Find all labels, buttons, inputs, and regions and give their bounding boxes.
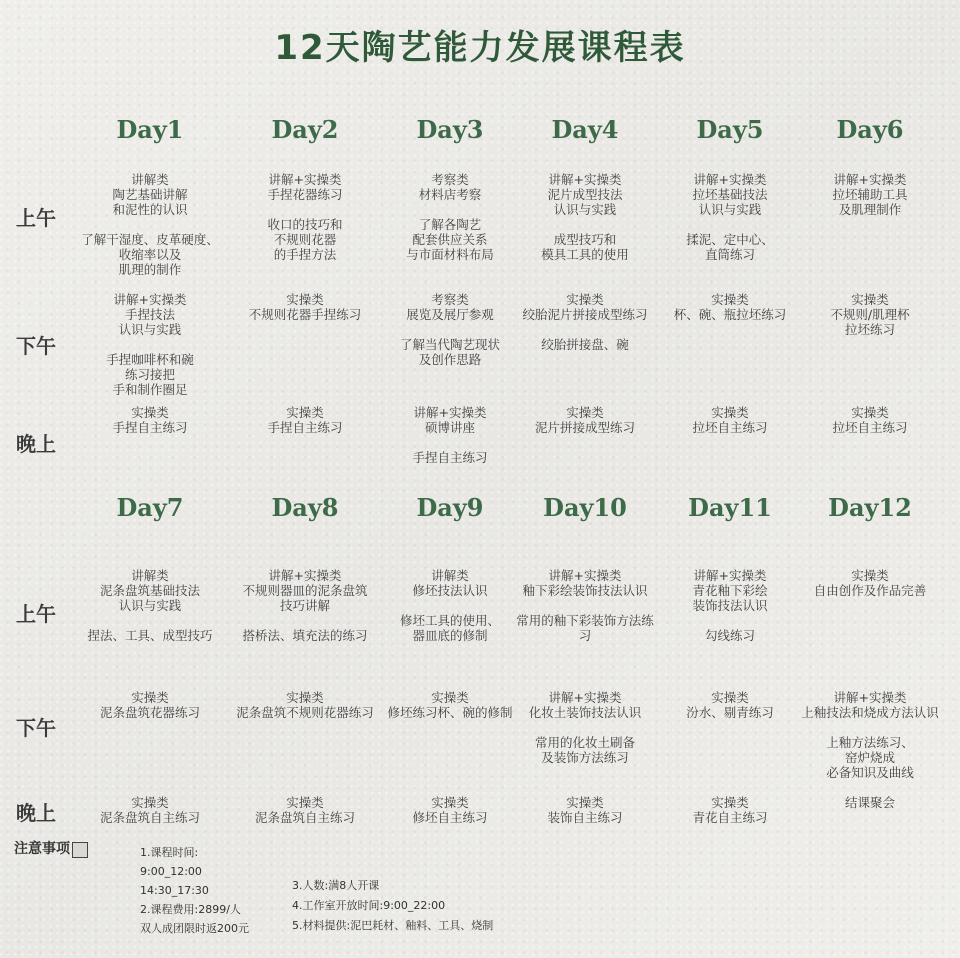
note-line: 4.工作室开放时间:9:00_22:00 bbox=[292, 899, 446, 912]
row-label-eve: 晚上 bbox=[16, 801, 56, 825]
day-header: Day7 bbox=[116, 493, 184, 522]
notes-left bbox=[140, 845, 249, 936]
schedule-cell: 实操类 修坯自主练习 bbox=[412, 795, 488, 825]
schedule-cell: 实操类 自由创作及作品完善 bbox=[813, 568, 927, 598]
schedule-cell: 实操类 青花自主练习 bbox=[692, 795, 768, 825]
note-line: 5.材料提供:泥巴耗材、釉料、工具、烧制 bbox=[292, 919, 494, 932]
schedule-cell: 讲解+实操类 拉坯辅助工具 及肌理制作 bbox=[832, 172, 908, 217]
schedule-cell: 实操类 拉坯自主练习 bbox=[832, 405, 908, 435]
schedule-cell: 实操类 手捏自主练习 bbox=[112, 405, 188, 435]
schedule-cell: 实操类 不规则花器手捏练习 bbox=[248, 292, 362, 322]
schedule-cell: 实操类 拉坯自主练习 bbox=[692, 405, 768, 435]
page-title: 12天陶艺能力发展课程表 bbox=[274, 28, 686, 68]
day-header: Day6 bbox=[836, 115, 904, 144]
row-label-am: 上午 bbox=[16, 206, 56, 230]
schedule-cell: 实操类 泥条盘筑自主练习 bbox=[99, 795, 200, 825]
day-header: Day9 bbox=[416, 493, 484, 522]
schedule-cell: 讲解+实操类 不规则器皿的泥条盘筑 技巧讲解 搭桥法、填充法的练习 bbox=[242, 568, 368, 643]
schedule-cell: 实操类 泥条盘筑不规则花器练习 bbox=[236, 690, 374, 720]
schedule-cell: 考察类 材料店考察 了解各陶艺 配套供应关系 与市面材料布局 bbox=[406, 172, 494, 262]
schedule-cell: 讲解+实操类 泥片成型技法 认识与实践 成型技巧和 模具工具的使用 bbox=[541, 172, 629, 262]
schedule-cell: 结课聚会 bbox=[844, 795, 895, 810]
schedule-cell: 讲解+实操类 手捏花器练习 收口的技巧和 不规则花器 的手捏方法 bbox=[267, 172, 343, 262]
schedule-cell: 讲解+实操类 化妆土装饰技法认识 常用的化妆土刷备 及装饰方法练习 bbox=[528, 690, 642, 765]
row-label-eve: 晚上 bbox=[16, 432, 56, 456]
row-label-pm: 下午 bbox=[16, 334, 56, 358]
schedule-cell: 实操类 泥条盘筑花器练习 bbox=[99, 690, 200, 720]
schedule-cell: 讲解类 修坯技法认识 修坯工具的使用、 器皿底的修制 bbox=[399, 568, 500, 643]
schedule-cell: 讲解类 陶艺基础讲解 和泥性的认识 了解干湿度、皮革硬度、 收缩率以及 肌理的制作 bbox=[81, 172, 219, 277]
schedule-cell: 实操类 泥片拼接成型练习 bbox=[534, 405, 635, 435]
schedule-cell: 讲解+实操类 上釉技法和烧成方法认识 上釉方法练习、 窑炉烧成 必备知识及曲线 bbox=[801, 690, 939, 780]
notes-heading: 注意事项 bbox=[14, 841, 70, 857]
notes-right bbox=[292, 878, 493, 933]
day-header: Day3 bbox=[416, 115, 484, 144]
day-header: Day2 bbox=[271, 115, 339, 144]
schedule-cell: 讲解+实操类 拉坯基础技法 认识与实践 揉泥、定中心、 直筒练习 bbox=[686, 172, 774, 262]
day-header: Day4 bbox=[551, 115, 619, 144]
day-header: Day8 bbox=[271, 493, 339, 522]
schedule-cell: 实操类 杯、碗、瓶拉坯练习 bbox=[673, 292, 787, 322]
notes-label bbox=[14, 842, 88, 858]
day-header: Day1 bbox=[116, 115, 184, 144]
note-line: 1.课程时间: bbox=[140, 846, 199, 859]
note-line: 9:00_12:00 bbox=[140, 865, 202, 878]
day-header: Day12 bbox=[828, 493, 912, 522]
day-header: Day10 bbox=[543, 493, 627, 522]
schedule-cell: 实操类 泥条盘筑自主练习 bbox=[254, 795, 355, 825]
schedule-cell: 实操类 绞胎泥片拼接成型练习 绞胎拼接盘、碗 bbox=[522, 292, 648, 352]
row-label-am: 上午 bbox=[16, 602, 56, 626]
day-header: Day11 bbox=[688, 493, 772, 522]
schedule-cell: 实操类 装饰自主练习 bbox=[547, 795, 623, 825]
schedule-cell: 讲解+实操类 釉下彩绘装饰技法认识 常用的釉下彩装饰方法练 习 bbox=[516, 568, 654, 643]
checkbox-icon bbox=[72, 842, 88, 858]
schedule-cell: 实操类 手捏自主练习 bbox=[267, 405, 343, 435]
schedule-cell: 讲解+实操类 青花釉下彩绘 装饰技法认识 勾线练习 bbox=[692, 568, 768, 643]
row-label-pm: 下午 bbox=[16, 716, 56, 740]
schedule-cell: 实操类 修坯练习杯、碗的修制 bbox=[387, 690, 513, 720]
day-header: Day5 bbox=[696, 115, 764, 144]
schedule-cell: 实操类 不规则/肌理杯 拉坯练习 bbox=[830, 292, 910, 337]
schedule-cell: 实操类 汾水、剔青练习 bbox=[686, 690, 774, 720]
note-line: 双人成团限时返200元 bbox=[140, 922, 249, 935]
schedule-cell: 讲解+实操类 硕博讲座 手捏自主练习 bbox=[412, 405, 488, 465]
note-line: 2.课程费用:2899/人 bbox=[140, 903, 241, 916]
note-line: 14:30_17:30 bbox=[140, 884, 209, 897]
schedule-cell: 考察类 展览及展厅参观 了解当代陶艺现状 及创作思路 bbox=[399, 292, 500, 367]
note-line: 3.人数:满8人开课 bbox=[292, 879, 380, 892]
schedule-cell: 讲解类 泥条盘筑基础技法 认识与实践 捏法、工具、成型技巧 bbox=[87, 568, 213, 643]
schedule-cell: 讲解+实操类 手捏技法 认识与实践 手捏咖啡杯和碗 练习接把 手和制作圈足 bbox=[106, 292, 194, 397]
